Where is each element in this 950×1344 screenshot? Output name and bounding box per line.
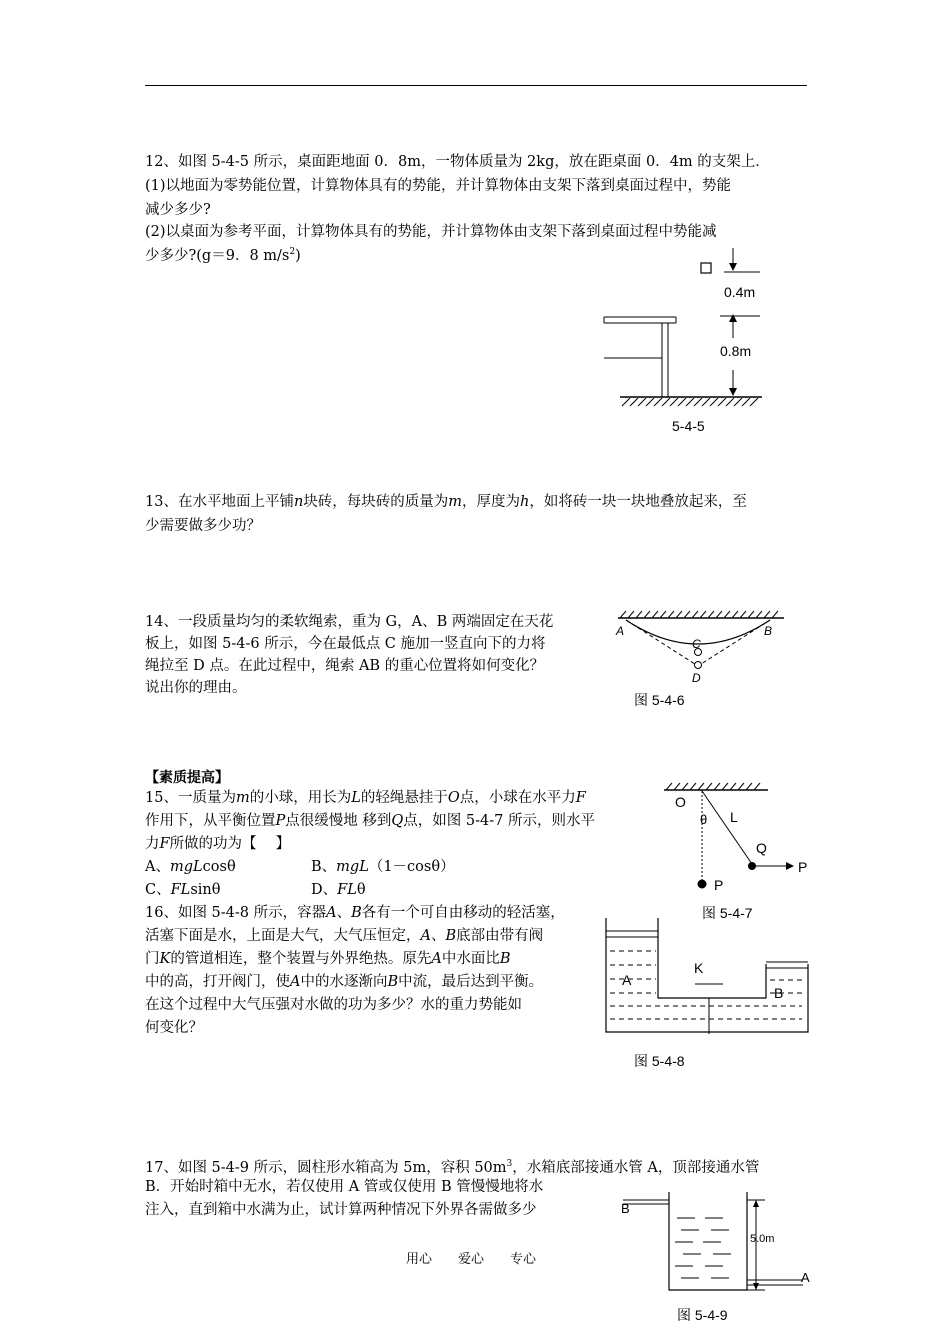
q16-t12: 中流，最后达到平衡。 bbox=[398, 974, 544, 990]
q12-line5-text: 少多少?(g＝9．8 m/s bbox=[145, 247, 290, 264]
q16-t7: 门 bbox=[145, 951, 160, 967]
q15-option-c-var: FL bbox=[170, 882, 191, 898]
header-rule bbox=[145, 85, 807, 86]
q15-line2 bbox=[145, 809, 595, 833]
q12-line2: (1)以地面为零势能位置，计算物体具有的势能，并计算物体由支架下落到桌面过程中，势能 bbox=[145, 178, 732, 194]
q13-var-m: m bbox=[448, 494, 463, 510]
pendulum-label-p: P bbox=[714, 877, 724, 893]
q15-option-d-tail: θ bbox=[356, 882, 366, 898]
q13-var-h: h bbox=[520, 494, 530, 510]
figure-caption-5-4-9: 图 5-4-9 bbox=[677, 1307, 728, 1323]
q15-option-b-label: B、 bbox=[311, 859, 337, 875]
figure-5-4-7 bbox=[660, 780, 810, 925]
q15-option-d-label: D、 bbox=[311, 882, 338, 898]
q15-t9: 所做的功为【 】 bbox=[169, 836, 291, 852]
q17-t1: 17、如图 5-4-9 所示，圆柱形水箱高为 5m，容积 50m bbox=[145, 1159, 507, 1176]
q15-t3: 的轻绳悬挂于 bbox=[360, 790, 448, 806]
valve-label-k: K bbox=[694, 960, 704, 976]
q15-t6: 点很缓慢地 移到 bbox=[285, 813, 392, 829]
q13-line2: 少需要做多少功？ bbox=[145, 518, 261, 534]
q16-t5: 、 bbox=[430, 928, 446, 944]
q15-var-o: O bbox=[447, 790, 460, 806]
q16-t4: 活塞下面是水，上面是大气，大气压恒定， bbox=[145, 928, 421, 944]
q16-var-a4: A bbox=[290, 974, 301, 990]
q12-line5 bbox=[145, 240, 301, 268]
q16-t9: 中水面比 bbox=[441, 951, 500, 967]
q15-t1: 15、一质量为 bbox=[145, 790, 236, 806]
q15-option-c-label: C、 bbox=[145, 882, 171, 898]
q15-option-b-var: mgL bbox=[336, 859, 369, 875]
q15-option-b-tail: （1－cosθ） bbox=[368, 859, 455, 875]
q15-t7: 点，如图 5-4-7 所示，则水平 bbox=[403, 813, 595, 829]
q16-var-b2: B bbox=[445, 928, 457, 944]
q12-line4: (2)以桌面为参考平面，计算物体具有的势能，并计算物体由支架下落到桌面过程中势能减 bbox=[145, 224, 717, 240]
q15-option-b bbox=[311, 855, 455, 879]
q17-line3: 注入，直到箱中水满为止，试计算两种情况下外界各需做多少 bbox=[145, 1202, 537, 1218]
q14-line2: 板上，如图 5-4-6 所示，今在最低点 C 施加一竖直向下的力将 bbox=[145, 636, 546, 652]
q15-option-d-var: FL bbox=[337, 882, 357, 898]
q16-line4 bbox=[145, 970, 543, 994]
figure-5-4-9 bbox=[615, 1190, 815, 1340]
pipe-label-a: A bbox=[801, 1270, 810, 1285]
pendulum-label-o: O bbox=[675, 794, 686, 810]
q16-t11: 中的水逐渐向 bbox=[300, 974, 388, 990]
q13-text-d: ，如将砖一块一块地叠放起来，至 bbox=[529, 494, 747, 510]
q16-t2: 、 bbox=[336, 905, 352, 921]
q13-var-n: n bbox=[293, 494, 304, 510]
q15-t8: 力 bbox=[145, 836, 160, 852]
q16-line3 bbox=[145, 947, 510, 971]
q15-var-m: m bbox=[235, 790, 250, 806]
q13-text-c: ，厚度为 bbox=[462, 494, 521, 510]
q15-option-c bbox=[145, 878, 220, 902]
q13-text-a: 13、在水平地面上平铺 bbox=[145, 494, 294, 510]
pendulum-label-force-p: P bbox=[798, 859, 808, 875]
rope-label-b: B bbox=[764, 624, 773, 638]
q15-option-d bbox=[311, 878, 366, 902]
q16-var-b4: B bbox=[387, 974, 399, 990]
tank-height-label: 5.0m bbox=[750, 1233, 775, 1245]
q15-var-l: L bbox=[351, 790, 361, 806]
q17-line2: B．开始时箱中无水，若仅使用 A 管或仅使用 B 管慢慢地将水 bbox=[145, 1179, 544, 1195]
q12-line3: 减少多少? bbox=[145, 202, 211, 218]
q15-var-p: P bbox=[275, 813, 286, 829]
pendulum-label-theta: θ bbox=[700, 812, 708, 827]
q13-line1 bbox=[145, 490, 747, 514]
q15-line1 bbox=[145, 786, 586, 810]
figure-5-4-6 bbox=[612, 608, 792, 718]
figure-caption-5-4-6: 图 5-4-6 bbox=[634, 692, 685, 708]
section-title: 【素质提高】 bbox=[145, 770, 229, 786]
q16-line2 bbox=[145, 924, 543, 948]
q16-t6: 底部由带有阀 bbox=[456, 928, 544, 944]
q14-line4: 说出你的理由。 bbox=[145, 680, 247, 696]
q16-var-a2: A bbox=[420, 928, 431, 944]
object-on-support bbox=[701, 263, 711, 273]
pendulum-label-q: Q bbox=[756, 840, 767, 856]
q16-t3: 各有一个可自由移动的轻活塞， bbox=[361, 905, 565, 921]
q13-text-b: 块砖，每块砖的质量为 bbox=[303, 494, 449, 510]
q16-line5: 在这个过程中大气压强对水做的功为多少？水的重力势能如 bbox=[145, 997, 522, 1013]
q15-option-a-var: mgL bbox=[169, 859, 203, 875]
pipe-label-b: B bbox=[621, 1201, 630, 1216]
figure-caption-5-4-8: 图 5-4-8 bbox=[634, 1053, 685, 1069]
q15-var-f2: F bbox=[159, 836, 170, 852]
q16-t1: 16、如图 5-4-8 所示，容器 bbox=[145, 905, 327, 921]
q17-sup: 3 bbox=[506, 1159, 513, 1169]
q15-var-q: Q bbox=[391, 813, 404, 829]
q15-option-c-tail: sinθ bbox=[190, 882, 221, 898]
q14-line1: 14、一段质量均匀的柔软绳索，重为 G，A、B 两端固定在天花 bbox=[145, 614, 554, 630]
q12-line5-sup: 2 bbox=[289, 247, 296, 257]
figure-caption-5-4-5: 5-4-5 bbox=[672, 418, 705, 434]
q14-line3: 绳拉至 D 点。在此过程中，绳索 AB 的重心位置将如何变化？ bbox=[145, 658, 545, 674]
q15-t2: 的小球，用长为 bbox=[249, 790, 352, 806]
q16-var-a1: A bbox=[326, 905, 337, 921]
height-label-0.4m: 0.4m bbox=[724, 284, 756, 300]
q12-line5-end: ) bbox=[295, 247, 301, 264]
container-label-b: B bbox=[774, 985, 784, 1001]
q12-line1: 12、如图 5-4-5 所示，桌面距地面 0．8m，一物体质量为 2kg，放在距桌面 0．4m 的支架上． bbox=[145, 154, 770, 170]
page-footer: 用心 爱心 专心 bbox=[406, 1252, 537, 1267]
pendulum-label-l: L bbox=[730, 809, 738, 825]
q16-t8: 的管道相连，整个装置与外界绝热。原先 bbox=[170, 951, 432, 967]
rope-label-a: A bbox=[616, 624, 625, 638]
q16-var-k: K bbox=[159, 951, 171, 967]
q16-var-b1: B bbox=[351, 905, 362, 921]
q15-t4: 点，小球在水平力 bbox=[459, 790, 576, 806]
q15-option-a-label: A、 bbox=[145, 859, 170, 875]
q16-var-a3: A bbox=[431, 951, 442, 967]
q15-t5: 作用下，从平衡位置 bbox=[145, 813, 276, 829]
height-label-0.8m: 0.8m bbox=[720, 343, 752, 359]
figure-caption-5-4-7: 图 5-4-7 bbox=[702, 905, 753, 921]
rope-label-d: D bbox=[692, 671, 701, 685]
q16-t10: 中的高，打开阀门，使 bbox=[145, 974, 290, 990]
q16-line1 bbox=[145, 901, 565, 925]
q15-option-a-tail: cosθ bbox=[202, 859, 236, 875]
figure-5-4-8 bbox=[602, 918, 812, 1078]
q15-line3 bbox=[145, 832, 290, 856]
q17-t2: ，水箱底部接通水管 A，顶部接通水管 bbox=[512, 1159, 760, 1176]
container-label-a: A bbox=[622, 972, 632, 988]
q16-var-b3: B bbox=[499, 951, 511, 967]
rope-label-c: C bbox=[692, 637, 701, 651]
figure-5-4-5 bbox=[600, 250, 780, 440]
q16-line6: 何变化？ bbox=[145, 1020, 203, 1036]
q15-var-f: F bbox=[575, 790, 586, 806]
q15-option-a bbox=[145, 855, 236, 879]
